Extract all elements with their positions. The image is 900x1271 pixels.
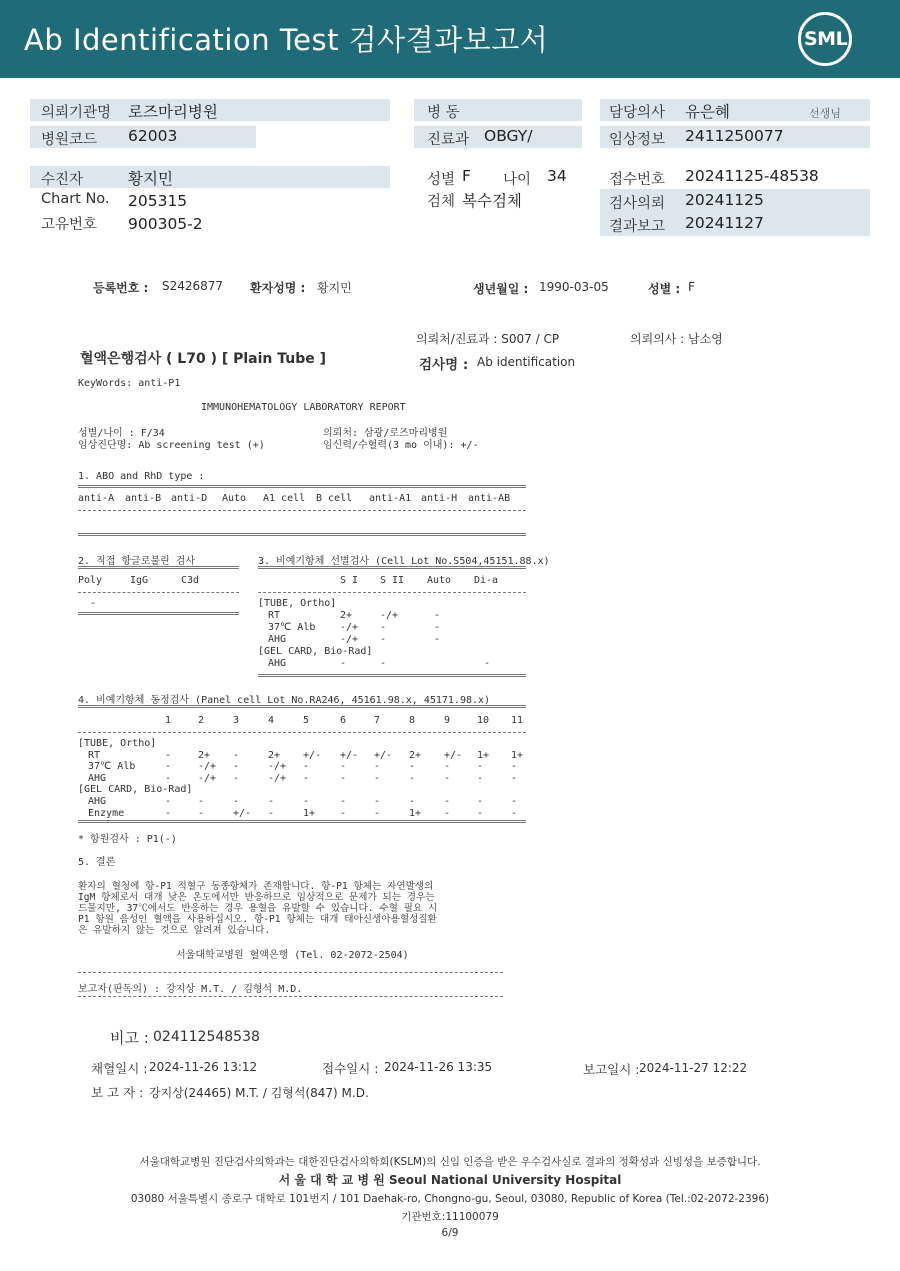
sec4-header-cell: 5 xyxy=(303,715,310,726)
sec4-header-cell: 10 xyxy=(477,715,490,726)
sec1-rule-mid xyxy=(78,510,526,511)
antigen-test: * 항원검사 : P1(-) xyxy=(78,834,177,845)
sec4-row-label: 37℃ Alb xyxy=(88,761,136,773)
patient-value: 황지민 xyxy=(128,170,173,188)
sec3-cell: - xyxy=(484,658,491,669)
doctor-label: 담당의사 xyxy=(609,105,666,121)
sec1-h: A1 cell xyxy=(263,493,306,504)
pregnancy: 임신력/수혈력(3 mo 이내): +/- xyxy=(323,440,479,451)
sec4-cell: - xyxy=(409,796,416,807)
sec3-row-label: [GEL CARD, Bio-Rad] xyxy=(258,646,373,657)
sec4-cell: - xyxy=(303,761,310,773)
reg-value: S2426877 xyxy=(162,279,224,293)
sec1-h: anti-B xyxy=(125,493,162,504)
sec4-cell: - xyxy=(165,761,172,773)
sec3-row-label: AHG xyxy=(268,658,287,669)
sec2-rule-top xyxy=(78,566,239,569)
sec4-cell: 2+ xyxy=(198,749,211,761)
sec4-cell: - xyxy=(444,761,451,773)
hospital-address: 03080 서울특별시 종로구 대학로 101번지 / 101 Daehak-ro, Chongno-gu, Seoul, 03080, Republic of Korea (Tel.:02-2072-2396) xyxy=(130,1193,770,1205)
sec4-cell: - xyxy=(233,749,240,761)
sec4-cell: - xyxy=(477,761,484,773)
sec3-h: S II xyxy=(380,575,405,586)
sec4-cell: - xyxy=(165,749,172,761)
sec4-cell: 1+ xyxy=(477,749,490,761)
sec4-cell: - xyxy=(340,796,347,807)
sec3-rule-bottom xyxy=(258,674,526,677)
sec3-cell: - xyxy=(340,658,347,669)
sec4-row-label: Enzyme xyxy=(88,807,125,819)
request-label: 검사의뢰 xyxy=(609,196,666,212)
sec4-cell: - xyxy=(165,807,172,819)
sec4-cell: - xyxy=(233,761,240,773)
age-label: 나이 xyxy=(503,172,532,188)
sec4-header-cell: 9 xyxy=(444,715,451,726)
collect-value: 2024-11-26 13:12 xyxy=(149,1060,258,1074)
sec3-row-label: AHG xyxy=(268,634,287,645)
sec3-cell: - xyxy=(434,634,441,645)
institution-label: 의뢰기관명 xyxy=(41,105,112,121)
sex-label: 성별 xyxy=(427,172,456,188)
unique-label: 고유번호 xyxy=(41,217,98,233)
sec2-h: IgG xyxy=(130,575,149,586)
sec4-cell: - xyxy=(511,772,518,784)
dept-value: OBGY/ xyxy=(484,127,533,145)
sex-age: 성별/나이 : F/34 xyxy=(78,428,165,439)
conclusion-line: 은 유발하지 않는 것으로 알려져 있습니다. xyxy=(78,925,271,936)
sec4-cell: - xyxy=(268,796,275,807)
receipt-value: 20241125-48538 xyxy=(685,167,819,185)
clinical-label: 임상정보 xyxy=(609,132,666,148)
sec1-title: 1. ABO and RhD type : xyxy=(78,471,205,482)
request-value: 20241125 xyxy=(685,191,764,209)
sec4-cell: - xyxy=(374,772,381,784)
sec4-cell: - xyxy=(444,807,451,819)
reg-label: 등록번호 : xyxy=(93,281,149,295)
sec4-cell: - xyxy=(233,796,240,807)
sec4-cell: - xyxy=(340,772,347,784)
reporter-line: 보고자(판독의) : 강지상 M.T. / 김형석 M.D. xyxy=(78,984,303,995)
sec2-title: 2. 직접 항글로불린 검사 xyxy=(78,556,196,567)
doctor-suffix: 선생님 xyxy=(809,107,841,120)
ward-label: 병 동 xyxy=(427,105,460,121)
sec4-header-cell: 8 xyxy=(409,715,416,726)
exam-name: Ab identification xyxy=(477,355,576,369)
sec4-title: 4. 비예기항체 동정검사 (Panel cell Lot No.RA246, 45161.98.x, 45171.98.x) xyxy=(78,695,491,706)
sec4-cell: - xyxy=(268,807,275,819)
sex2-value: F xyxy=(688,280,695,294)
sec2-h: C3d xyxy=(181,575,200,586)
sec4-cell: - xyxy=(374,796,381,807)
reporter-label: 보 고 자 : xyxy=(91,1085,144,1100)
cert-text: 서울대학교병원 진단검사의학과는 대한진단검사의학회(KSLM)의 신임 인증을 받은 우수검사실로 결과의 정확성과 신빙성을 보증합니다. xyxy=(139,1156,761,1168)
clinical-value: 2411250077 xyxy=(685,127,784,145)
diagnosis: 임상진단명: Ab screening test (+) xyxy=(78,440,265,451)
sec3-rule-mid xyxy=(258,592,526,593)
sec4-cell: 2+ xyxy=(268,749,281,761)
bloodbank-contact: 서울대학교병원 혈액은행 (Tel. 02-2072-2504) xyxy=(176,950,409,961)
sec4-cell: - xyxy=(340,807,347,819)
specimen-label: 검체 xyxy=(427,194,456,210)
sec4-row-label: AHG xyxy=(88,796,107,807)
sec1-h: anti-AB xyxy=(468,493,511,504)
sec4-rule-top xyxy=(78,705,526,708)
sec2-poly-value: - xyxy=(90,598,97,609)
sec4-header-cell: 6 xyxy=(340,715,347,726)
report-title: Ab Identification Test 검사결과보고서 xyxy=(24,23,549,57)
sec3-cell: - xyxy=(380,658,387,669)
sec4-cell: - xyxy=(374,761,381,773)
sec4-cell: - xyxy=(340,761,347,773)
sec4-cell: - xyxy=(444,772,451,784)
sec1-rule-top xyxy=(78,485,526,488)
report-date-label: 결과보고 xyxy=(609,219,666,235)
sec4-cell: -/+ xyxy=(198,761,217,773)
sec4-cell: - xyxy=(374,807,381,819)
sec1-h: anti-A xyxy=(78,493,115,504)
sec4-cell: - xyxy=(198,807,205,819)
sec4-cell: - xyxy=(233,772,240,784)
sec4-cell: -/+ xyxy=(198,772,217,784)
sec4-row-label: AHG xyxy=(88,772,107,784)
sec3-row-label: [TUBE, Ortho] xyxy=(258,598,337,609)
sec4-cell: 1+ xyxy=(409,807,422,819)
hospital-code-label: 병원코드 xyxy=(41,132,98,148)
sec4-row-label: [TUBE, Ortho] xyxy=(78,738,157,749)
receive-label: 접수일시 : xyxy=(322,1061,379,1076)
dob-label: 생년월일 : xyxy=(473,282,529,296)
name-label: 환자성명 : xyxy=(250,281,306,295)
reportdt-label: 보고일시 : xyxy=(583,1062,640,1077)
sec3-cell: -/+ xyxy=(340,634,359,645)
patient-row-bg xyxy=(30,166,390,188)
sec4-header-cell: 11 xyxy=(511,715,524,726)
sec2-rule-mid xyxy=(78,592,239,593)
sec4-cell: - xyxy=(303,796,310,807)
patient-label: 수진자 xyxy=(41,172,84,188)
sec3-cell: 2+ xyxy=(340,610,353,621)
sec4-cell: - xyxy=(198,796,205,807)
note-label: 비고 : xyxy=(110,1029,149,1047)
sec3-title: 3. 비예기항체 선별검사 (Cell Lot No.S504,45151.88.x) xyxy=(258,556,550,567)
sec2-rule-bottom xyxy=(78,612,239,615)
receipt-label: 접수번호 xyxy=(609,172,666,188)
reporter-value: 강지상(24465) M.T. / 김형석(847) M.D. xyxy=(149,1086,369,1100)
unique-value: 900305-2 xyxy=(128,215,203,233)
sec1-h: anti-H xyxy=(421,493,458,504)
sec4-cell: - xyxy=(511,761,518,773)
sec3-cell: - xyxy=(380,634,387,645)
hospital-name: 서 울 대 학 교 병 원 Seoul National University Hospital xyxy=(278,1173,622,1187)
sex2-label: 성별 : xyxy=(648,282,681,296)
sec4-cell: - xyxy=(409,772,416,784)
sec3-row-label: 37℃ Alb xyxy=(268,622,316,633)
sec4-cell: 2+ xyxy=(409,749,422,761)
sec4-header-cell: 2 xyxy=(198,715,205,726)
note-value: 024112548538 xyxy=(153,1029,260,1045)
sec3-row-label: RT xyxy=(268,610,281,621)
sec4-cell: - xyxy=(511,796,518,807)
sec3-cell: - xyxy=(434,622,441,633)
report-date-value: 20241127 xyxy=(685,214,764,232)
exam-title: 혈액은행검사 ( L70 ) [ Plain Tube ] xyxy=(80,351,327,367)
sec4-cell: +/- xyxy=(303,749,322,761)
sec4-cell: - xyxy=(511,807,518,819)
sec4-cell: 1+ xyxy=(511,749,524,761)
conclusion-title: 5. 결론 xyxy=(78,857,116,868)
sec4-header-cell: 7 xyxy=(374,715,381,726)
specimen-value: 복수검체 xyxy=(462,192,522,210)
sec4-row-label: [GEL CARD, Bio-Rad] xyxy=(78,784,193,796)
sec3-h: Auto xyxy=(427,575,452,586)
sec4-header-cell: 3 xyxy=(233,715,240,726)
collect-label: 채혈일시 : xyxy=(91,1061,148,1076)
sec4-cell: - xyxy=(409,761,416,773)
sec3-cell: -/+ xyxy=(340,622,359,633)
sec4-rule-mid xyxy=(78,732,526,733)
sec4-cell: +/- xyxy=(444,749,463,761)
dob-value: 1990-03-05 xyxy=(539,280,609,294)
conclusion-line: 드물지만, 37℃에서도 반응하는 경우 용혈을 유발할 수 있습니다. 수혈 필요 시 xyxy=(78,903,438,914)
sec4-row-label: RT xyxy=(88,749,101,761)
sec2-h: Poly xyxy=(78,575,103,586)
dept-label: 진료과 xyxy=(427,132,470,148)
sec4-header-cell: 1 xyxy=(165,715,172,726)
institution-number: 기관번호:11100079 xyxy=(401,1211,499,1223)
conclusion-line: P1 항원 음성인 혈액을 사용하십시오. 항-P1 항체는 대개 태아신생아용혈성질환 xyxy=(78,914,437,925)
sec4-rule-bottom xyxy=(78,820,526,823)
sec4-cell: - xyxy=(165,796,172,807)
age-value: 34 xyxy=(547,167,567,185)
sec4-cell: +/- xyxy=(374,749,393,761)
sec3-cell: - xyxy=(434,610,441,621)
chart-label: Chart No. xyxy=(41,191,110,207)
sec4-cell: +/- xyxy=(233,807,252,819)
hospital-code-value: 62003 xyxy=(128,127,178,145)
sec3-cell: - xyxy=(380,622,387,633)
exam-name-label: 검사명 : xyxy=(419,357,469,373)
keywords: KeyWords: anti-P1 xyxy=(78,378,181,389)
ref-dept: 의뢰처/진료과 : S007 / CP xyxy=(416,332,560,346)
lab-report-title: IMMUNOHEMATOLOGY LABORATORY REPORT xyxy=(201,402,406,413)
ref-place: 의뢰처: 삼광/로즈마리병원 xyxy=(323,428,448,439)
receive-value: 2024-11-26 13:35 xyxy=(384,1060,493,1074)
sec4-cell: - xyxy=(477,772,484,784)
conclusion-line: IgM 항체로서 대개 낮은 온도에서만 반응하므로 임상적으로 문제가 되는 경우는 xyxy=(78,892,435,903)
sec4-cell: - xyxy=(165,772,172,784)
sml-logo-text: SML xyxy=(804,28,848,50)
sec4-cell: - xyxy=(477,807,484,819)
sec4-cell: - xyxy=(303,772,310,784)
sec1-h: B cell xyxy=(316,493,353,504)
sec4-cell: - xyxy=(477,796,484,807)
conclusion-line: 환자의 혈청에 항-P1 적혈구 동종항체가 존재합니다. 항-P1 항체는 자연발생의 xyxy=(78,881,434,892)
sec4-cell: 1+ xyxy=(303,807,316,819)
institution-value: 로즈마리병원 xyxy=(128,103,218,121)
sec4-cell: +/- xyxy=(340,749,359,761)
ref-doctor: 의뢰의사 : 남소영 xyxy=(630,332,723,346)
sec4-cell: -/+ xyxy=(268,772,287,784)
sec4-cell: -/+ xyxy=(268,761,287,773)
sec4-header-cell: 4 xyxy=(268,715,275,726)
sec3-cell: -/+ xyxy=(380,610,399,621)
sec1-rule-bottom xyxy=(78,533,526,536)
sec1-h: anti-A1 xyxy=(369,493,412,504)
sec1-h: Auto xyxy=(222,493,247,504)
name-value: 황지민 xyxy=(317,281,352,295)
sec3-h: Di-a xyxy=(474,575,499,586)
page-number: 6/9 xyxy=(441,1227,459,1239)
reporter-rule-bottom xyxy=(78,996,503,997)
doctor-value: 유은혜 xyxy=(685,103,730,121)
sec3-h: S I xyxy=(340,575,359,586)
sec3-rule-top xyxy=(258,566,526,569)
sec1-h: anti-D xyxy=(171,493,208,504)
sec4-cell: - xyxy=(444,796,451,807)
reportdt-value: 2024-11-27 12:22 xyxy=(639,1061,748,1075)
sex-value: F xyxy=(462,167,471,185)
chart-value: 205315 xyxy=(128,192,188,210)
reporter-rule-top xyxy=(78,972,503,973)
